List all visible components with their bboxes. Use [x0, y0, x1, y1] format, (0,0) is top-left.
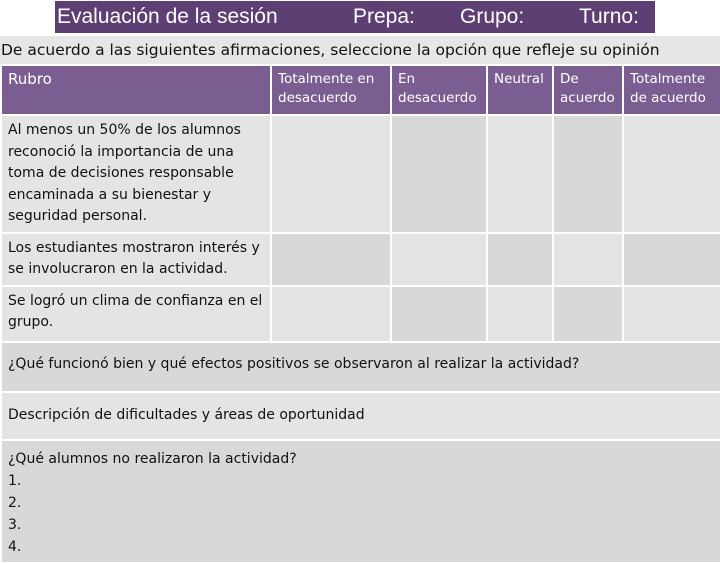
list-item: 2. [8, 494, 22, 511]
answer-cell-totalmente-acuerdo[interactable] [623, 286, 720, 342]
table-header-row [1, 65, 720, 115]
answer-cell-neutral[interactable] [487, 286, 553, 342]
answer-cell-totalmente-desacuerdo[interactable] [271, 115, 391, 233]
table-row [1, 233, 720, 286]
column-header-neutral: Neutral [487, 65, 553, 115]
answer-cell-de-acuerdo[interactable] [553, 115, 623, 233]
session-title: Evaluación de la sesión [57, 5, 278, 28]
answer-cell-neutral[interactable] [487, 233, 553, 286]
turno-label: Turno: [579, 5, 639, 28]
answer-cell-totalmente-acuerdo[interactable] [623, 115, 720, 233]
table-row [1, 115, 720, 233]
open-question-label: ¿Qué alumnos no realizaron la actividad? [8, 450, 297, 467]
column-header-totalmente-acuerdo: Totalmente de acuerdo [623, 65, 720, 115]
answer-cell-neutral[interactable] [487, 115, 553, 233]
list-item: 3. [8, 516, 22, 533]
grupo-label: Grupo: [460, 5, 525, 28]
instruction-text: De acuerdo a las siguientes afirmaciones, seleccione la opción que refleje su opinión [0, 36, 720, 64]
table-row [1, 286, 720, 342]
table-row [1, 440, 720, 563]
open-question-label: Descripción de dificultades y áreas de oportunidad [8, 406, 365, 423]
column-header-totalmente-desacuerdo: Totalmente en desacuerdo [271, 65, 391, 115]
answer-cell-desacuerdo[interactable] [391, 115, 487, 233]
open-question-missing-students[interactable] [1, 440, 720, 563]
answer-cell-de-acuerdo[interactable] [553, 286, 623, 342]
column-header-de-acuerdo: De acuerdo [553, 65, 623, 115]
answer-cell-totalmente-desacuerdo[interactable] [271, 233, 391, 286]
open-question-label: ¿Qué funcionó bien y qué efectos positivos se observaron al realizar la actividad? [8, 355, 580, 372]
list-item: 4. [8, 538, 22, 555]
rubro-statement: Se logró un clima de confianza en el grupo. [1, 286, 271, 342]
prepa-label: Prepa: [353, 5, 415, 28]
answer-cell-totalmente-desacuerdo[interactable] [271, 286, 391, 342]
table-row [1, 392, 720, 440]
evaluation-table [0, 64, 720, 564]
column-header-rubro: Rubro [1, 65, 271, 115]
column-header-desacuerdo: En desacuerdo [391, 65, 487, 115]
rubro-statement: Los estudiantes mostraron interés y se involucraron en la actividad. [1, 233, 271, 286]
answer-cell-desacuerdo[interactable] [391, 286, 487, 342]
answer-cell-desacuerdo[interactable] [391, 233, 487, 286]
table-row [1, 342, 720, 392]
rubro-statement: Al menos un 50% de los alumnos reconoció la importancia de una toma de decisiones responsable encaminada a su bienestar y seguridad personal. [1, 115, 271, 233]
open-question-difficulties[interactable] [1, 392, 720, 440]
answer-cell-totalmente-acuerdo[interactable] [623, 233, 720, 286]
open-question-positive-effects[interactable] [1, 342, 720, 392]
answer-cell-de-acuerdo[interactable] [553, 233, 623, 286]
session-title-bar [55, 1, 655, 33]
list-item: 1. [8, 472, 22, 489]
